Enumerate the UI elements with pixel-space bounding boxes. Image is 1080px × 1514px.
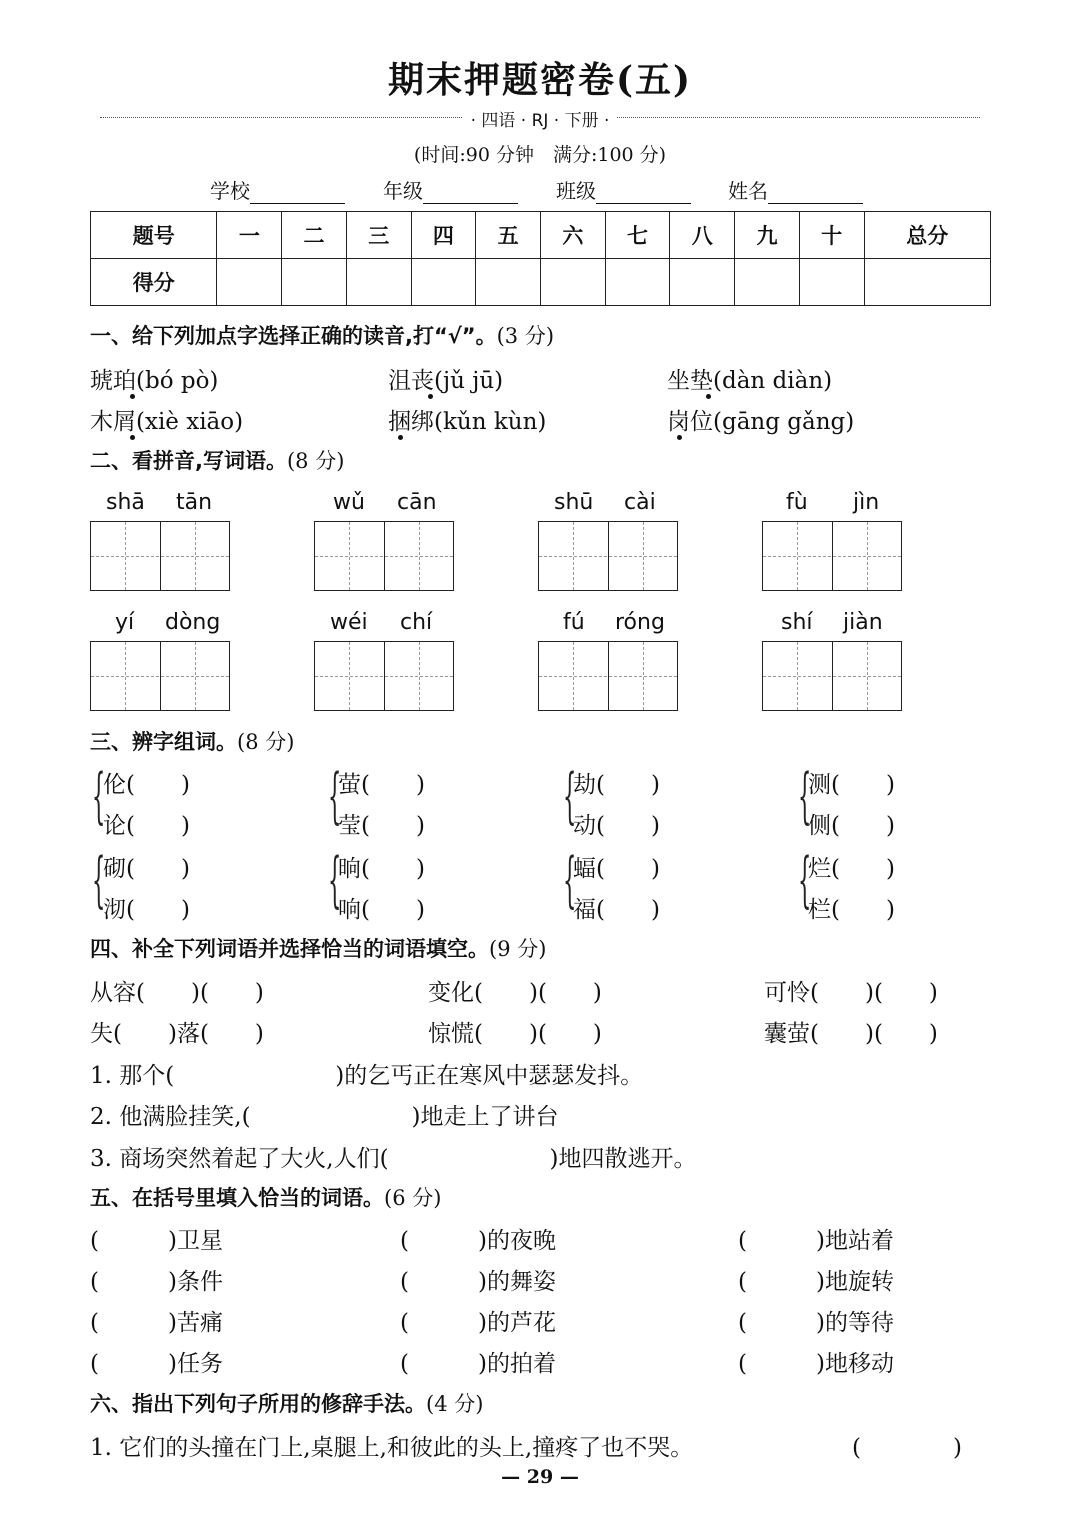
s3-item: 栏( ) [808, 897, 895, 923]
pinyin-label: cān [397, 490, 437, 515]
brace-icon: { [798, 761, 812, 831]
class-blank[interactable] [596, 183, 691, 204]
s6-answer-paren[interactable]: ( ) [852, 1435, 962, 1461]
pinyin-label: tān [176, 490, 213, 515]
page-number: — 29 — [501, 1466, 579, 1488]
s6-question: 1. 它们的头撞在门上,桌腿上,和彼此的头上,撞疼了也不哭。 [90, 1435, 694, 1461]
emphasis-dot [706, 394, 711, 399]
section-3-title [90, 726, 294, 756]
emphasis-dot [398, 435, 403, 440]
s4-word: 惊慌( )( ) [428, 1021, 602, 1047]
s5-item: ( )条件 [90, 1269, 223, 1295]
section-3-points: (8 分) [237, 730, 295, 754]
section-5-title [90, 1182, 441, 1212]
pinyin-label: fú [563, 610, 585, 635]
s1-item: 沮丧(jǔ jū) [388, 368, 504, 394]
tianzi-grid[interactable] [90, 641, 230, 711]
s5-item: ( )地旋转 [738, 1269, 894, 1295]
score-cell[interactable] [799, 259, 864, 306]
section-1-points: (3 分) [496, 324, 555, 348]
s5-item: ( )任务 [90, 1351, 223, 1377]
table-cell: 一 [217, 212, 282, 259]
class-label: 班级 [556, 179, 596, 203]
class-field [556, 175, 691, 204]
tianzi-grid[interactable] [90, 521, 230, 591]
s4-word: 变化( )( ) [428, 980, 602, 1006]
s4-sentence: 3. 商场突然着起了大火,人们( )地四散逃开。 [90, 1146, 697, 1172]
pinyin-label: jìn [853, 490, 880, 515]
score-cell[interactable] [605, 259, 670, 306]
s4-sentence: 2. 他满脸挂笑,( )地走上了讲台 [90, 1104, 559, 1130]
score-cell[interactable] [864, 259, 991, 306]
grade-label: 年级 [383, 179, 423, 203]
brace-icon: { [92, 845, 106, 915]
score-cell[interactable] [411, 259, 476, 306]
pinyin-label: cài [624, 490, 656, 515]
s5-item: ( )卫星 [90, 1228, 223, 1254]
s3-item: 伦( ) [103, 772, 190, 798]
s4-sentence: 1. 那个( )的乞丐正在寒风中瑟瑟发抖。 [90, 1063, 644, 1089]
s1-item: 木屑(xiè xiāo) [90, 409, 244, 435]
table-cell: 八 [670, 212, 735, 259]
section-2-title [90, 445, 344, 475]
subtitle-text: · 四语 · RJ · 下册 · [463, 111, 618, 131]
pinyin-label: jiàn [843, 610, 883, 635]
table-cell: 九 [735, 212, 800, 259]
score-table-score-row [91, 259, 991, 306]
section-6-points: (4 分) [426, 1392, 484, 1416]
time-info: (时间:90 分钟 满分:100 分) [413, 144, 667, 166]
subtitle [0, 106, 1080, 131]
s3-item: 莹( ) [338, 813, 425, 839]
table-cell: 总分 [864, 212, 991, 259]
s3-item: 沏( ) [103, 897, 190, 923]
s3-item: 响( ) [338, 897, 425, 923]
tianzi-grid[interactable] [314, 521, 454, 591]
table-cell: 题号 [91, 212, 217, 259]
page-title: 期末押题密卷(五) [387, 59, 693, 101]
table-cell: 二 [282, 212, 347, 259]
section-4-heading: 四、补全下列词语并选择恰当的词语填空。 [90, 937, 489, 961]
brace-icon: { [328, 845, 342, 915]
s3-item: 蝠( ) [573, 856, 660, 882]
section-1-title [90, 320, 554, 350]
tianzi-grid[interactable] [762, 641, 902, 711]
s5-item: ( )的夜晚 [400, 1228, 556, 1254]
brace-icon: { [328, 761, 342, 831]
table-cell: 四 [411, 212, 476, 259]
name-label: 姓名 [728, 179, 768, 203]
s5-item: ( )地移动 [738, 1351, 894, 1377]
brace-icon: { [563, 845, 577, 915]
s5-item: ( )的舞姿 [400, 1269, 556, 1295]
pinyin-label: róng [615, 610, 665, 635]
section-5-heading: 五、在括号里填入恰当的词语。 [90, 1186, 384, 1210]
school-field [210, 175, 345, 204]
s5-item: ( )地站着 [738, 1228, 894, 1254]
s1-item: 琥珀(bó pò) [90, 368, 219, 394]
table-cell: 三 [346, 212, 411, 259]
s1-item: 岗位(gāng gǎng) [667, 409, 855, 435]
grade-blank[interactable] [423, 183, 518, 204]
s5-item: ( )的芦花 [400, 1310, 556, 1336]
table-cell: 十 [799, 212, 864, 259]
table-cell: 得分 [91, 259, 217, 306]
s4-word: 失( )落( ) [90, 1021, 264, 1047]
score-cell[interactable] [217, 259, 282, 306]
tianzi-grid[interactable] [314, 641, 454, 711]
brace-icon: { [563, 761, 577, 831]
s3-item: 动( ) [573, 813, 660, 839]
s3-item: 烂( ) [808, 856, 895, 882]
pinyin-label: wǔ [333, 490, 365, 515]
name-blank[interactable] [768, 183, 863, 204]
s1-item: 捆绑(kǔn kùn) [388, 409, 547, 435]
tianzi-grid[interactable] [538, 521, 678, 591]
s5-item: ( )的拍着 [400, 1351, 556, 1377]
s4-word: 可怜( )( ) [764, 980, 938, 1006]
brace-icon: { [92, 761, 106, 831]
grade-field [383, 175, 518, 204]
s3-item: 侧( ) [808, 813, 895, 839]
score-table [90, 211, 991, 306]
brace-icon: { [798, 845, 812, 915]
section-6-heading: 六、指出下列句子所用的修辞手法。 [90, 1392, 426, 1416]
s3-item: 福( ) [573, 897, 660, 923]
table-cell: 七 [605, 212, 670, 259]
pinyin-label: wéi [330, 610, 368, 635]
name-field [728, 175, 863, 204]
section-4-title [90, 933, 546, 963]
score-table-header-row [91, 212, 991, 259]
score-cell[interactable] [282, 259, 347, 306]
section-1-heading: 一、给下列加点字选择正确的读音,打“√”。 [90, 324, 497, 348]
section-6-title [90, 1388, 483, 1418]
pinyin-label: chí [400, 610, 433, 635]
tianzi-grid[interactable] [762, 521, 902, 591]
school-label: 学校 [210, 179, 250, 203]
s3-item: 晌( ) [338, 856, 425, 882]
s3-item: 萤( ) [338, 772, 425, 798]
pinyin-label: yí [115, 610, 135, 635]
score-cell[interactable] [476, 259, 541, 306]
score-cell[interactable] [346, 259, 411, 306]
section-5-points: (6 分) [384, 1186, 442, 1210]
section-4-points: (9 分) [489, 937, 547, 961]
score-cell[interactable] [540, 259, 605, 306]
pinyin-label: shū [554, 490, 594, 515]
s4-word: 从容( )( ) [90, 980, 264, 1006]
table-cell: 五 [476, 212, 541, 259]
s5-item: ( )苦痛 [90, 1310, 223, 1336]
s3-item: 测( ) [808, 772, 895, 798]
school-blank[interactable] [250, 183, 345, 204]
s3-item: 砌( ) [103, 856, 190, 882]
s4-word: 囊萤( )( ) [764, 1021, 938, 1047]
section-2-heading: 二、看拼音,写词语。 [90, 449, 287, 473]
section-2-points: (8 分) [286, 449, 345, 473]
s5-item: ( )的等待 [738, 1310, 894, 1336]
emphasis-dot [428, 394, 433, 399]
pinyin-label: dòng [165, 610, 221, 635]
pinyin-label: shā [106, 490, 145, 515]
emphasis-dot [130, 435, 135, 440]
emphasis-dot [130, 394, 135, 399]
s3-item: 论( ) [103, 813, 190, 839]
section-3-heading: 三、辨字组词。 [90, 730, 237, 754]
s1-item: 坐垫(dàn diàn) [667, 368, 833, 394]
score-cell[interactable] [735, 259, 800, 306]
score-cell[interactable] [670, 259, 735, 306]
s3-item: 劫( ) [573, 772, 660, 798]
pinyin-label: fù [786, 490, 808, 515]
pinyin-label: shí [781, 610, 813, 635]
tianzi-grid[interactable] [538, 641, 678, 711]
emphasis-dot [677, 435, 682, 440]
table-cell: 六 [540, 212, 605, 259]
